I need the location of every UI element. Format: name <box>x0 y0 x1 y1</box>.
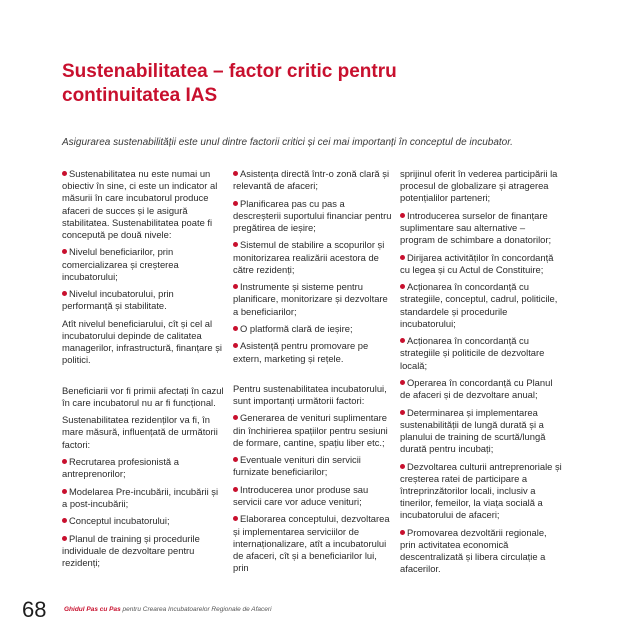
bullet-dot-icon <box>233 516 238 521</box>
paragraph-text: Recrutarea profesionistă a antreprenorilor; <box>62 456 179 480</box>
paragraph-text: Beneficiarii vor fi primii afectați în cazul în care incubatorul nu ar fi funcțional. <box>62 384 224 408</box>
bullet-item <box>62 515 224 527</box>
bullet-dot-icon <box>233 201 238 206</box>
paragraph-text: Elaborarea conceptului, dezvoltarea și implementarea serviciilor de internaționalizare, atît a incubatorului de afaceri, cît și a beneficiarilor lui, prin <box>233 513 390 574</box>
bullet-item <box>62 168 224 241</box>
paragraph-text: Introducerea unor produse sau servicii care vor aduce venituri; <box>233 483 369 507</box>
bullet-item <box>400 252 562 276</box>
paragraph-text: Sustenabilitatea nu este numai un obiectiv în sine, ci este un indicator al măsurii în care incubatorul produce afaceri de succes și le asigură stabilitatea. Sustenabilitatea poate fi concepută pe două nivele: <box>62 168 218 241</box>
paragraph-text: Promovarea dezvoltării regionale, prin activitatea economică descentralizată și libera circulație a afacerilor. <box>400 526 547 575</box>
paragraph-text: Operarea în concordanță cu Planul de afaceri și de dezvoltare anual; <box>400 376 553 401</box>
bullet-dot-icon <box>233 487 238 492</box>
paragraph-text: Nivelul beneficiarilor, prin comercializarea și creșterea incubatorului; <box>62 246 179 282</box>
intro-subtitle: Asigurarea sustenabilității este unul dintre factorii critici și cei mai importanți în conceptul de incubator. <box>62 137 513 148</box>
text-column-1 <box>62 168 224 574</box>
bullet-item <box>233 281 395 318</box>
bullet-dot-icon <box>400 213 405 218</box>
bullet-dot-icon <box>233 457 238 462</box>
bullet-item <box>400 281 562 330</box>
bullet-item <box>233 323 395 335</box>
title-line-2: continuitatea IAS <box>62 85 218 106</box>
paragraph-text: Nivelul incubatorului, prin performanță și stabilitate. <box>62 288 174 312</box>
paragraph-text: Sistemul de stabilire a scopurilor și monitorizarea realizării acestora de către rezidenți; <box>233 239 385 275</box>
bullet-item <box>400 407 562 456</box>
bullet-item <box>400 527 562 576</box>
bullet-item <box>62 486 224 510</box>
page-title <box>62 60 502 108</box>
bullet-dot-icon <box>400 255 405 260</box>
paragraph-text: sprijinul oferit în vederea participării la procesul de globalizare și atragerea potențialilor parteneri; <box>400 168 558 204</box>
bullet-item <box>233 484 395 508</box>
paragraph <box>233 383 395 407</box>
page-number: 68 <box>22 597 47 622</box>
bullet-item <box>62 456 224 480</box>
paragraph <box>400 168 562 205</box>
bullet-item <box>233 340 395 364</box>
paragraph-text: Dirijarea activităților în concordanță cu legea și cu Actul de Constituire; <box>400 251 554 275</box>
bullet-item <box>400 461 562 522</box>
paragraph-text: Conceptul incubatorului; <box>69 515 170 527</box>
bullet-dot-icon <box>400 284 405 289</box>
bullet-item <box>233 454 395 478</box>
paragraph-text: Sustenabilitatea rezidenților va fi, în mare măsură, influențată de următorii factori: <box>62 414 218 450</box>
paragraph-text: Determinarea și implementarea sustenabilității de lungă durată și a planului de training de scurtă/lungă durată pentru incubați; <box>400 406 546 455</box>
bullet-dot-icon <box>400 410 405 415</box>
bullet-item <box>400 335 562 372</box>
bullet-dot-icon <box>233 415 238 420</box>
paragraph <box>62 318 224 367</box>
bullet-dot-icon <box>233 326 238 331</box>
paragraph-text: Eventuale venituri din servicii furnizate beneficiarilor; <box>233 454 361 478</box>
bullet-dot-icon <box>400 380 405 385</box>
footer-guide-name: Ghidul Pas cu Pas <box>64 606 121 613</box>
text-column-3 <box>400 168 562 581</box>
bullet-dot-icon <box>233 284 238 289</box>
bullet-item <box>233 513 395 574</box>
bullet-item <box>233 168 395 192</box>
bullet-item <box>62 288 224 312</box>
bullet-item <box>233 412 395 449</box>
bullet-dot-icon <box>400 338 405 343</box>
paragraph-text: Atît nivelul beneficiarului, cît și cel al incubatorului depinde de calitatea managerilor, infrastructură, finanțare și politici. <box>62 317 222 366</box>
paragraph-text: Introducerea surselor de finanțare suplimentare sau alternative – program de schimbare a donatorilor; <box>400 209 552 246</box>
paragraph-text: Acționarea în concordanță cu strategiile, conceptul, cadrul, politicile, standardele și procedurile incubatorului; <box>400 281 558 329</box>
paragraph-text: Planul de training și procedurile individuale de dezvoltare pentru rezidenți; <box>62 532 200 568</box>
paragraph-text: Pentru sustenabilitatea incubatorului, sunt importanți următorii factori: <box>233 382 387 406</box>
bullet-dot-icon <box>233 343 238 348</box>
bullet-dot-icon <box>400 464 405 469</box>
paragraph-text: Generarea de venituri suplimentare din închirierea spațiilor pentru sesiuni de formare, cantine, spațiu liber etc.; <box>233 412 388 448</box>
paragraph-text: Asistență pentru promovare pe extern, marketing și rețele. <box>233 340 369 364</box>
bullet-item <box>233 198 395 235</box>
paragraph-text: Asistența directă într-o zonă clară și relevantă de afaceri; <box>233 168 390 192</box>
bullet-item <box>233 239 395 276</box>
bullet-dot-icon <box>62 518 67 523</box>
bullet-dot-icon <box>62 459 67 464</box>
bullet-dot-icon <box>62 291 67 296</box>
bullet-item <box>62 246 224 283</box>
footer-guide-title <box>64 606 272 613</box>
paragraph-text: Planificarea pas cu pas a descreșterii suportului financiar pentru pregătirea de ieșire; <box>233 197 392 233</box>
paragraph <box>62 385 224 409</box>
bullet-dot-icon <box>62 489 67 494</box>
bullet-dot-icon <box>233 171 238 176</box>
bullet-item <box>62 533 224 570</box>
bullet-dot-icon <box>400 530 405 535</box>
title-line-1: Sustenabilitatea – factor critic pentru <box>62 61 397 82</box>
bullet-dot-icon <box>62 536 67 541</box>
bullet-item <box>400 210 562 247</box>
paragraph <box>62 414 224 451</box>
bullet-dot-icon <box>62 171 67 176</box>
bullet-item <box>400 377 562 401</box>
paragraph-text: Instrumente și sisteme pentru planificare, monitorizare și dezvoltare a beneficiarilor; <box>233 281 388 317</box>
paragraph-text: O platformă clară de ieșire; <box>240 322 353 334</box>
bullet-dot-icon <box>62 249 67 254</box>
paragraph-text: Modelarea Pre-incubării, incubării și a post-incubării; <box>62 485 219 509</box>
paragraph-text: Acționarea în concordanță cu strategiile și politicile de dezvoltare locală; <box>400 335 545 371</box>
bullet-dot-icon <box>233 242 238 247</box>
text-column-2 <box>233 168 395 580</box>
footer-guide-rest: pentru Crearea Incubatoarelor Regionale de Afaceri <box>120 606 272 613</box>
paragraph-text: Dezvoltarea culturii antreprenoriale și creșterea ratei de participare a întreprinzătorilor locali, inclusiv a tinerilor, femeilor, la viața socială a incubatorului de afaceri; <box>400 460 562 521</box>
